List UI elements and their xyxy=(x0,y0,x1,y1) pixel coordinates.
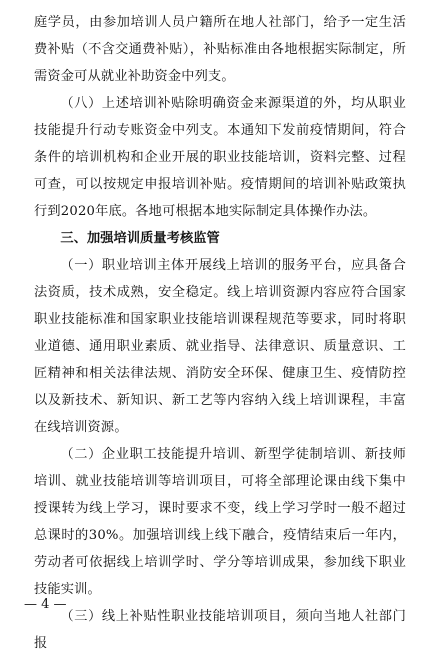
paragraph-item-1: （一）职业培训主体开展线上培训的服务平台，应具备合法资质，技术成熟，安全稳定。线上培训资源内容应符合国家职业技能标准和国家职业技能培训课程规范等要求，同时将职业道德、通用职业素质、就业指导、法律意识、质量意识、工匠精神和相关法律法规、消防安全环保、健康卫生、疫情防控以及新技术、新知识、新工艺等内容纳入线上培训课程，丰富在线培训资源。 xyxy=(34,258,406,435)
section-heading: 三、加强培训质量考核监管 xyxy=(60,231,220,246)
paragraph-item-3: （三）线上补贴性职业技能培训项目，须向当地人社部门报 xyxy=(34,609,406,651)
paragraph-item-8: （八）上述培训补贴除明确资金来源渠道的外，均从职业技能提升行动专账资金中列支。本通知下发前疫情期间，符合条件的培训机构和企业开展的职业技能培训，资料完整、过程可查，可以按规定申报培训补贴。疫情期间的培训补贴政策执行到2020年底。各地可根据本地实际制定具体操作办法。 xyxy=(34,96,406,219)
page-number: — 4 — xyxy=(24,597,67,612)
paragraph-item-2: （二）企业职工技能提升培训、新型学徒制培训、新技师培训、就业技能培训等培训项目，可将全部理论课由线下集中授课转为线上学习，课时要求不变，线上学习学时一般不超过总课时的30%。加强培训线上线下融合，疫情结束后一年内，劳动者可依据线上培训学时、学分等培训成果，参加线下职业技能实训。 xyxy=(34,447,406,597)
paragraph-continuation: 庭学员，由参加培训人员户籍所在地人社部门，给予一定生活费补贴（不含交通费补贴），补贴标准由各地根据实际制定，所需资金可从就业补助资金中列支。 xyxy=(34,15,406,84)
document-body xyxy=(34,9,406,657)
